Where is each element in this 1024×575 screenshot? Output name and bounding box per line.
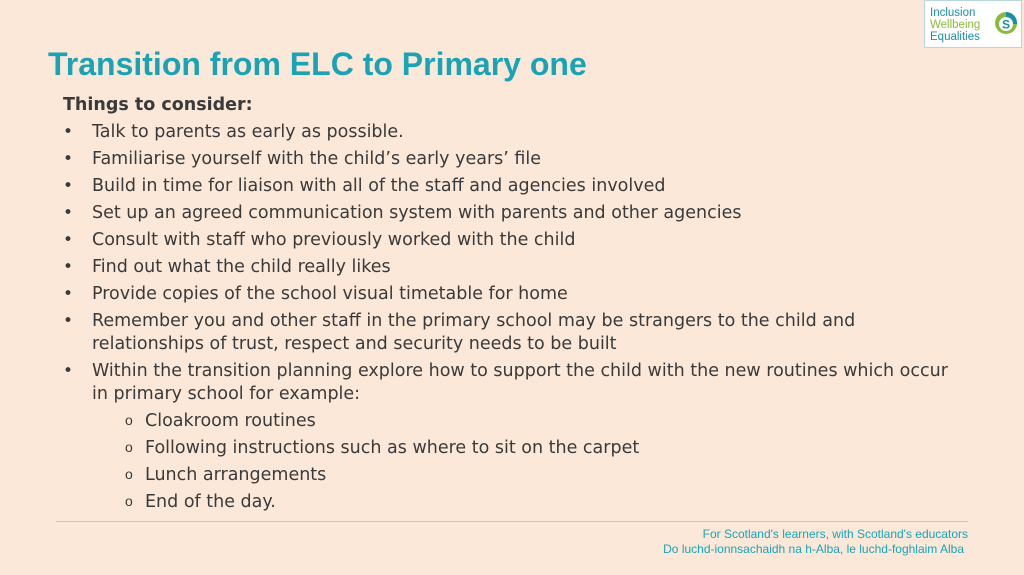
bullet-dot-icon: •: [63, 311, 74, 331]
bullet-text: Talk to parents as early as possible.: [92, 122, 404, 142]
bullet-text: Build in time for liaison with all of the staff and agencies involved: [92, 176, 666, 196]
logo-mark-icon: [994, 11, 1018, 37]
sub-bullet-item: [125, 410, 963, 433]
bullet-item: [63, 148, 963, 171]
things-to-consider-heading: Things to consider:: [63, 95, 253, 115]
bullet-dot-icon: •: [63, 149, 74, 169]
footer-line-english: For Scotland's learners, with Scotland's educators: [702, 527, 968, 541]
sub-bullet-item: [125, 464, 963, 487]
footer-line-gaelic: Do luchd-ionnsachaidh na h-Alba, le luchd-foghlaim Alba: [663, 542, 964, 556]
bullet-text: Remember you and other staff in the primary school may be strangers to the child and relationships of trust, respect and security needs to be built: [92, 311, 856, 354]
bullet-text: Within the transition planning explore how to support the child with the new routines which occur in primary school for example:: [92, 361, 948, 404]
bullet-item: [63, 175, 963, 198]
sub-bullet-marker-icon: o: [125, 466, 133, 482]
logo-line-inclusion: Inclusion: [930, 7, 976, 19]
bullet-list: [63, 121, 963, 514]
logo-mark-letter: S: [1001, 17, 1011, 32]
bullet-text: Familiarise yourself with the child’s early years’ file: [92, 149, 542, 169]
bullet-dot-icon: •: [63, 203, 74, 223]
bullet-dot-icon: •: [63, 257, 74, 277]
sub-bullet-text: End of the day.: [145, 492, 276, 512]
bullet-dot-icon: •: [63, 122, 74, 142]
bullet-dot-icon: •: [63, 176, 74, 196]
sub-bullet-marker-icon: o: [125, 412, 133, 428]
footer-divider: [56, 521, 968, 522]
sub-bullet-marker-icon: o: [125, 493, 133, 509]
bullet-dot-icon: •: [63, 230, 74, 250]
sub-bullet-list: [92, 410, 963, 514]
bullet-text: Provide copies of the school visual timetable for home: [92, 284, 568, 304]
sub-bullet-text: Cloakroom routines: [145, 411, 316, 431]
bullet-dot-icon: •: [63, 284, 74, 304]
bullet-item: [63, 229, 963, 252]
bullet-text: Find out what the child really likes: [92, 257, 391, 277]
bullet-item: [63, 360, 963, 514]
bullet-text: Consult with staff who previously worked with the child: [92, 230, 576, 250]
sub-bullet-marker-icon: o: [125, 439, 133, 455]
footer: [663, 527, 968, 557]
bullet-item: [63, 310, 963, 356]
slide-title: Transition from ELC to Primary one: [48, 46, 587, 82]
sub-bullet-item: [125, 437, 963, 460]
bullet-item: [63, 121, 963, 144]
bullet-item: [63, 202, 963, 225]
bullet-item: [63, 283, 963, 306]
sub-bullet-text: Lunch arrangements: [145, 465, 327, 485]
bullet-dot-icon: •: [63, 361, 74, 381]
logo-line-wellbeing: Wellbeing: [930, 19, 981, 31]
bullet-item: [63, 256, 963, 279]
logo-line-equalities: Equalities: [930, 31, 980, 43]
inclusion-wellbeing-equalities-logo: [924, 0, 1022, 48]
slide-content: [63, 94, 963, 518]
sub-bullet-text: Following instructions such as where to sit on the carpet: [145, 438, 640, 458]
sub-bullet-item: [125, 491, 963, 514]
bullet-text: Set up an agreed communication system with parents and other agencies: [92, 203, 742, 223]
